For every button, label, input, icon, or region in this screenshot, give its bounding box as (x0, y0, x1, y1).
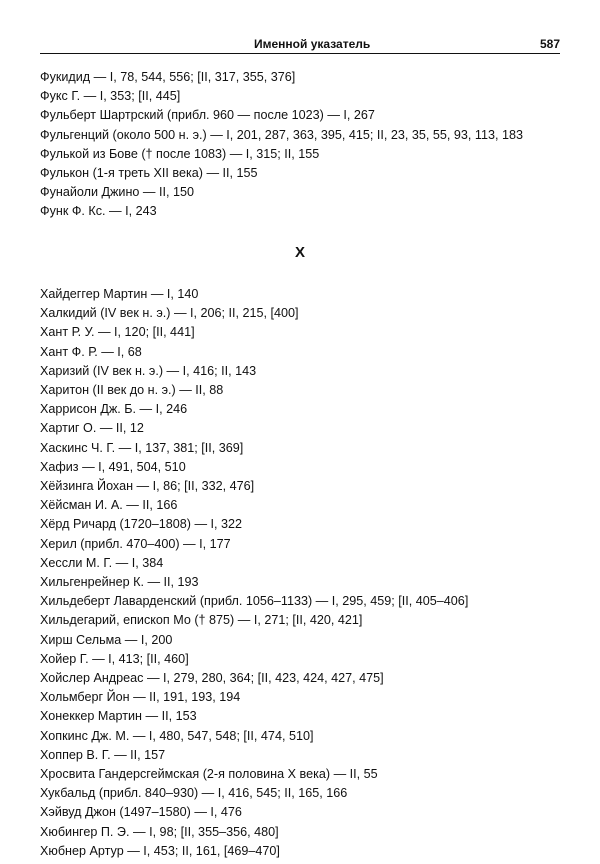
index-entry: Хёрд Ричард (1720–1808) — I, 322 (40, 517, 243, 532)
index-entry: Фунайоли Джино — II, 150 (40, 185, 195, 200)
running-head-title: Именной указатель (254, 37, 371, 51)
index-entry: Фулькой из Бове († после 1083) — I, 315; II, 155 (40, 146, 320, 161)
index-entry: Хёйзинга Йохан — I, 86; [II, 332, 476] (40, 479, 255, 494)
index-entry: Фулькон (1-я треть XII века) — II, 155 (40, 166, 258, 181)
index-entry: Хольмберг Йон — II, 191, 193, 194 (40, 690, 241, 705)
index-entry: Функ Ф. Кс. — I, 243 (40, 204, 157, 219)
index-entry: Хойслер Андреас — I, 279, 280, 364; [II, 423, 424, 427, 475] (40, 671, 384, 686)
index-entry: Хоппер В. Г. — II, 157 (40, 747, 166, 762)
index-entry: Хартиг О. — II, 12 (40, 421, 144, 436)
index-entry: Хэйвуд Джон (1497–1580) — I, 476 (40, 805, 242, 820)
running-header (40, 36, 560, 54)
index-entry: Хюбнер Артур — I, 453; II, 161, [469–470] (40, 843, 280, 858)
index-entry: Хильдегарий, епископ Мо († 875) — I, 271; [II, 420, 421] (40, 613, 363, 628)
index-entry: Хёйсман И. А. — II, 166 (40, 498, 178, 513)
index-entry: Херил (прибл. 470–400) — I, 177 (40, 536, 231, 551)
index-entry: Харрисон Дж. Б. — I, 246 (40, 402, 188, 417)
index-entry: Хант Ф. Р. — I, 68 (40, 344, 142, 359)
index-entry: Фульгенций (около 500 н. э.) — I, 201, 287, 363, 395, 415; II, 23, 35, 55, 93, 113, 183 (40, 127, 523, 142)
index-entry: Хессли М. Г. — I, 384 (40, 555, 164, 570)
index-entry: Хросвита Гандерсгеймская (2-я половина X века) — II, 55 (40, 767, 378, 782)
index-entry: Хильдеберт Лаварденский (прибл. 1056–1133) — I, 295, 459; [II, 405–406] (40, 594, 469, 609)
index-section-h (40, 285, 570, 861)
index-entry: Хильгенрейнер К. — II, 193 (40, 575, 199, 590)
index-entry: Хаскинс Ч. Г. — I, 137, 381; [II, 369] (40, 440, 244, 455)
header-rule (40, 53, 560, 54)
index-entry: Хафиз — I, 491, 504, 510 (40, 459, 186, 474)
page-number: 587 (539, 37, 560, 51)
index-entry: Хопкинс Дж. М. — I, 480, 547, 548; [II, 474, 510] (40, 728, 314, 743)
index-entry: Фульберт Шартрский (прибл. 960 — после 1023) — I, 267 (40, 108, 375, 123)
index-entry: Халкидий (IV век н. э.) — I, 206; II, 215, [400] (40, 306, 299, 321)
index-entry: Хант Р. У. — I, 120; [II, 441] (40, 325, 195, 340)
index-entry: Хукбальд (прибл. 840–930) — I, 416, 545; II, 165, 166 (40, 786, 348, 801)
index-entry: Харизий (IV век н. э.) — I, 416; II, 143 (40, 363, 257, 378)
index-entry: Хюбингер П. Э. — I, 98; [II, 355–356, 480] (40, 824, 279, 839)
index-section-f (40, 68, 570, 222)
index-entry: Хонеккер Мартин — II, 153 (40, 709, 197, 724)
index-entry: Харитон (II век до н. э.) — II, 88 (40, 383, 224, 398)
letter-heading: Х (294, 244, 305, 261)
index-entry: Хойер Г. — I, 413; [II, 460] (40, 651, 189, 666)
index-entry: Хайдеггер Мартин — I, 140 (40, 287, 199, 301)
index-entry: Фукидид — I, 78, 544, 556; [II, 317, 355, 376] (40, 70, 296, 84)
index-entry: Фукс Г. — I, 353; [II, 445] (40, 89, 181, 104)
index-entry: Хирш Сельма — I, 200 (40, 632, 173, 647)
